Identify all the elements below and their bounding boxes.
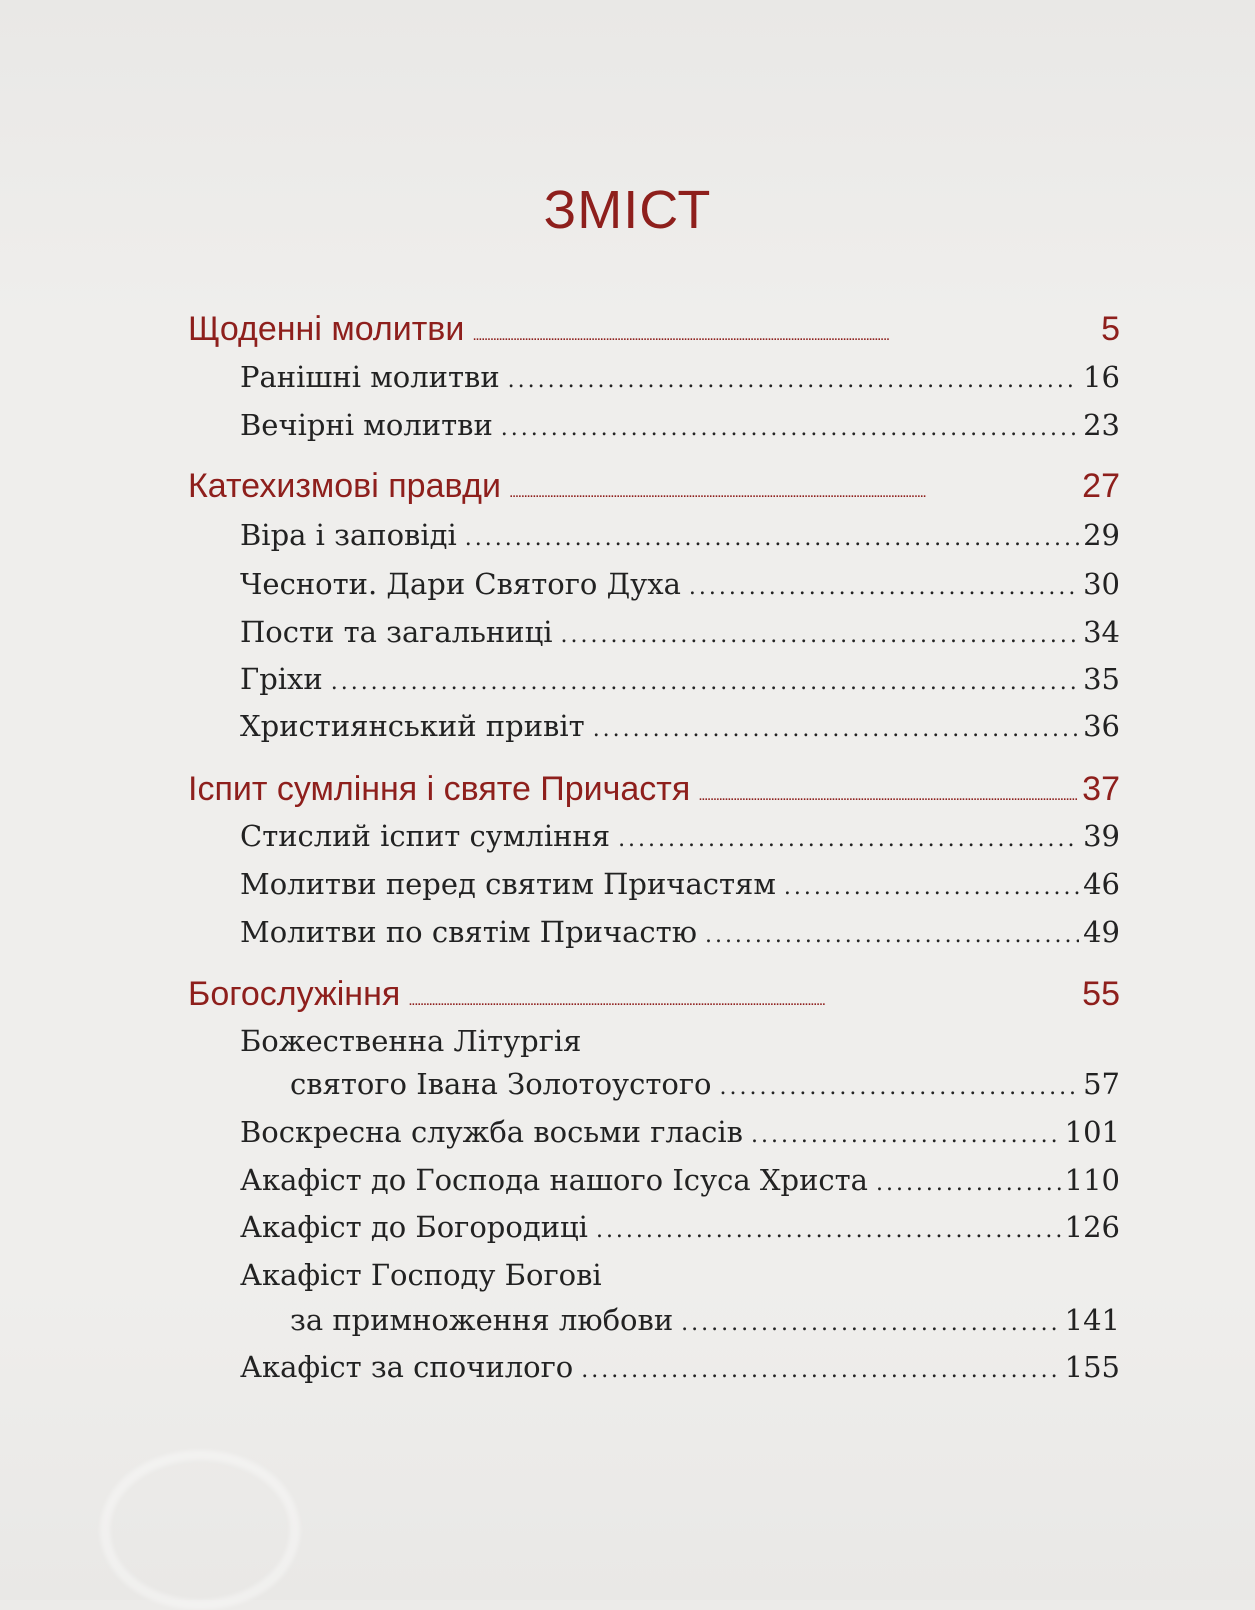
toc-item[interactable]: [240, 1210, 1120, 1244]
page-title: ЗМІСТ: [543, 180, 712, 240]
item-title: Християнський привіт: [240, 709, 585, 743]
page-number: 110: [1064, 1163, 1120, 1197]
item-title-continuation: святого Івана Золотоустого: [290, 1067, 712, 1101]
item-title: Акафіст до Богородиці: [240, 1210, 588, 1244]
toc-item[interactable]: [290, 1303, 1120, 1337]
item-title: Віра і заповіді: [240, 518, 457, 552]
page-number: 55: [1082, 975, 1120, 1013]
section-title: Іспит сумління і святе Причастя: [188, 770, 691, 808]
page-number: 37: [1082, 770, 1120, 808]
section-title: Богослужіння: [188, 975, 401, 1013]
page-number: 29: [1083, 518, 1120, 552]
page-number: 57: [1083, 1067, 1120, 1101]
item-title: Акафіст до Господа нашого Ісуса Христа: [240, 1163, 868, 1197]
dot-leader: [689, 575, 1079, 600]
item-title: Гріхи: [240, 662, 323, 696]
page-number: 39: [1083, 819, 1120, 853]
dot-leader: [561, 623, 1080, 648]
toc-item[interactable]: [240, 567, 1120, 601]
toc-item[interactable]: [240, 709, 1120, 743]
page-number: 36: [1083, 709, 1120, 743]
dot-leader: [581, 1358, 1060, 1383]
page-number: 155: [1064, 1350, 1120, 1384]
item-title: Ранішні молитви: [240, 360, 500, 394]
toc-section[interactable]: [188, 770, 1120, 809]
item-title: Стислий іспит сумління: [240, 819, 611, 853]
toc-item[interactable]: [240, 1115, 1120, 1149]
item-title: Воскресна служба восьми гласів: [240, 1115, 743, 1149]
page-number: 35: [1083, 662, 1120, 696]
dot-leader: [876, 1171, 1061, 1196]
item-title: Пости та загальниці: [240, 615, 553, 649]
toc-section[interactable]: [188, 467, 1120, 506]
item-title-continuation: за примноження любови: [290, 1303, 674, 1337]
page-number: 141: [1064, 1303, 1120, 1337]
dot-leader: [331, 670, 1079, 695]
toc-item[interactable]: [290, 1067, 1120, 1101]
dot-leader: [618, 827, 1079, 852]
dot-leader: [472, 327, 1097, 345]
item-title: Вечірні молитви: [240, 408, 493, 442]
dot-leader: [509, 484, 1078, 502]
dot-leader: [681, 1311, 1060, 1336]
toc-section[interactable]: [188, 975, 1120, 1014]
page-number: 34: [1083, 615, 1120, 649]
dot-leader: [784, 875, 1079, 900]
item-title: Молитви по святім Причастю: [240, 915, 697, 949]
page-number: 46: [1083, 867, 1120, 901]
item-title: Молитви перед святим Причастям: [240, 867, 776, 901]
dot-leader: [596, 1218, 1061, 1243]
section-title: Щоденні молитви: [188, 310, 465, 348]
toc-item[interactable]: [240, 819, 1120, 853]
item-title[interactable]: Акафіст Господу Богові: [240, 1258, 602, 1292]
toc-item[interactable]: [240, 1163, 1120, 1197]
page-number: 30: [1083, 567, 1120, 601]
toc-item[interactable]: [240, 615, 1120, 649]
item-title[interactable]: Божественна Літургія: [240, 1024, 582, 1058]
page-number: 27: [1082, 467, 1120, 505]
toc-item[interactable]: [240, 915, 1120, 949]
section-title: Катехизмові правди: [188, 467, 501, 505]
toc-item[interactable]: [240, 1350, 1120, 1384]
toc-item[interactable]: [240, 662, 1120, 696]
dot-leader: [501, 416, 1079, 441]
page-number: 101: [1064, 1115, 1120, 1149]
toc-item[interactable]: [240, 867, 1120, 901]
toc-item[interactable]: [240, 518, 1120, 552]
page-number: 49: [1083, 915, 1120, 949]
dot-leader: [593, 717, 1079, 742]
page-number: 126: [1064, 1210, 1120, 1244]
dot-leader: [705, 923, 1079, 948]
page-number: 16: [1083, 360, 1120, 394]
dot-leader: [408, 992, 1078, 1010]
dot-leader: [720, 1075, 1080, 1100]
dot-leader: [508, 368, 1079, 393]
item-title: Чесноти. Дари Святого Духа: [240, 567, 681, 601]
page-number: 23: [1083, 408, 1120, 442]
item-title: Акафіст за спочилого: [240, 1350, 574, 1384]
toc-item[interactable]: [240, 360, 1120, 394]
page-number: 5: [1101, 310, 1120, 348]
dot-leader: [698, 787, 1078, 805]
toc-section[interactable]: [188, 310, 1120, 349]
dot-leader: [751, 1123, 1061, 1148]
dot-leader: [465, 526, 1079, 551]
toc-item[interactable]: [240, 408, 1120, 442]
